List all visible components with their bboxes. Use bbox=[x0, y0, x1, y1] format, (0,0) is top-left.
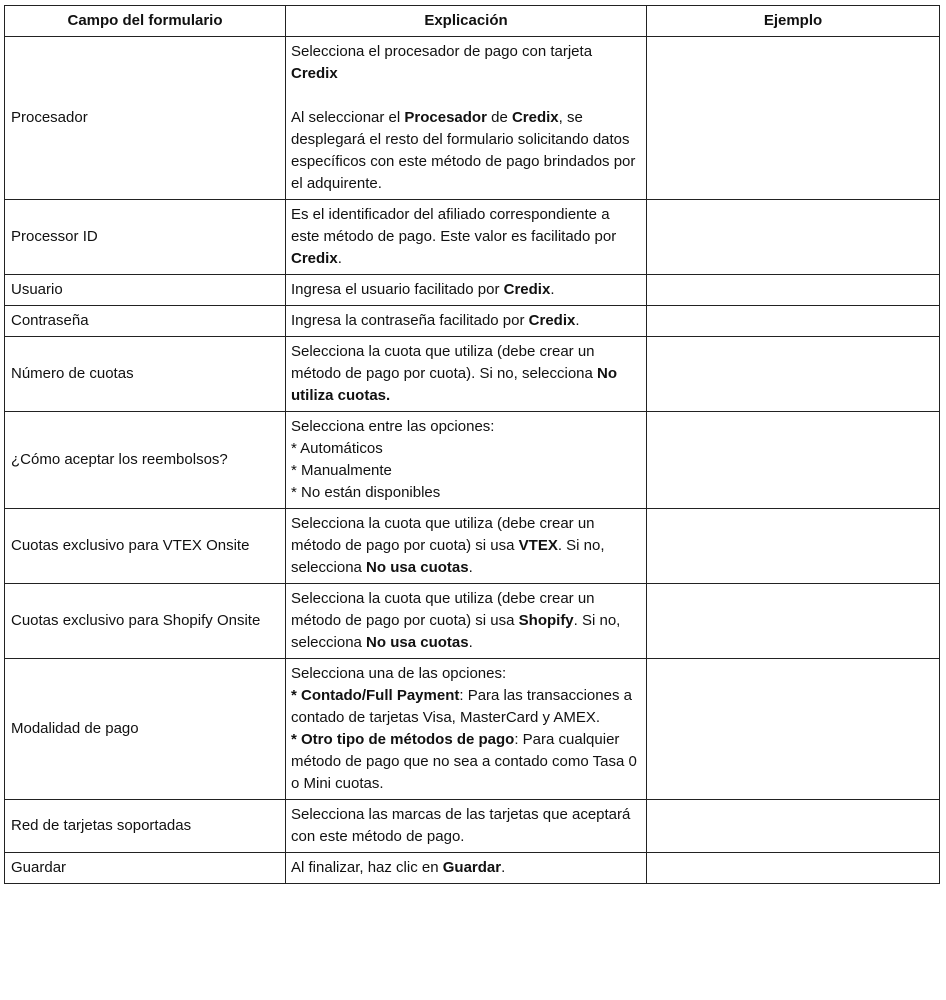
example-cell bbox=[647, 275, 940, 306]
explanation-text: * Automáticos bbox=[291, 440, 383, 457]
table-header-row bbox=[5, 6, 940, 37]
table-row bbox=[5, 853, 940, 884]
field-name-cell: Red de tarjetas soportadas bbox=[5, 800, 286, 853]
explanation-paragraph bbox=[291, 416, 640, 438]
field-name-cell: Cuotas exclusivo para Shopify Onsite bbox=[5, 584, 286, 659]
field-name-cell: Usuario bbox=[5, 275, 286, 306]
explanation-text: * No están disponibles bbox=[291, 484, 441, 501]
explanation-paragraph bbox=[291, 804, 640, 848]
explanation-text: , se desplegará el resto del formulario solicitando datos específicos con este método de pago brindados por el adquirente. bbox=[291, 109, 636, 192]
example-cell bbox=[647, 306, 940, 337]
example-cell bbox=[647, 412, 940, 509]
explanation-paragraph bbox=[291, 438, 640, 460]
explanation-cell bbox=[286, 412, 647, 509]
explanation-text: Es el identificador del afiliado correspondiente a este método de pago. Este valor es facilitado por bbox=[291, 206, 617, 245]
explanation-cell bbox=[286, 275, 647, 306]
explanation-paragraph bbox=[291, 663, 640, 685]
form-fields-table-container bbox=[4, 5, 940, 884]
explanation-paragraph bbox=[291, 588, 640, 654]
field-name-cell: ¿Cómo aceptar los reembolsos? bbox=[5, 412, 286, 509]
header-example: Ejemplo bbox=[647, 6, 940, 37]
table-row bbox=[5, 800, 940, 853]
field-name-cell: Procesador bbox=[5, 37, 286, 200]
explanation-text: Selecciona el procesador de pago con tarjeta bbox=[291, 43, 593, 60]
example-cell bbox=[647, 37, 940, 200]
explanation-cell bbox=[286, 37, 647, 200]
explanation-text: . bbox=[337, 250, 342, 267]
emphasis-text: Credix bbox=[528, 312, 576, 329]
example-cell bbox=[647, 659, 940, 800]
explanation-text: . bbox=[468, 559, 473, 576]
example-cell bbox=[647, 337, 940, 412]
explanation-paragraph bbox=[291, 204, 640, 270]
explanation-cell bbox=[286, 509, 647, 584]
field-name-cell: Número de cuotas bbox=[5, 337, 286, 412]
table-row bbox=[5, 584, 940, 659]
explanation-text: . Si no, selecciona bbox=[291, 537, 605, 576]
explanation-text: Selecciona la cuota que utiliza (debe crear un método de pago por cuota) si usa bbox=[291, 590, 595, 629]
explanation-text: : Para cualquier método de pago que no sea a contado como Tasa 0 o Mini cuotas. bbox=[291, 731, 637, 792]
header-field: Campo del formulario bbox=[5, 6, 286, 37]
explanation-text: . bbox=[550, 281, 555, 298]
emphasis-text: Credix bbox=[291, 65, 338, 82]
emphasis-text: No utiliza cuotas. bbox=[291, 365, 618, 404]
explanation-text: Selecciona una de las opciones: bbox=[291, 665, 507, 682]
explanation-cell bbox=[286, 800, 647, 853]
explanation-text: . bbox=[501, 859, 506, 876]
explanation-text: Selecciona la cuota que utiliza (debe crear un método de pago por cuota). Si no, selecciona bbox=[291, 343, 598, 382]
emphasis-text: * Otro tipo de métodos de pago bbox=[291, 731, 515, 748]
emphasis-text: No usa cuotas bbox=[366, 634, 469, 651]
table-row bbox=[5, 37, 940, 200]
explanation-text: Al finalizar, haz clic en bbox=[291, 859, 443, 876]
field-name-cell: Contraseña bbox=[5, 306, 286, 337]
explanation-paragraph bbox=[291, 341, 640, 407]
explanation-text: Ingresa la contraseña facilitado por bbox=[291, 312, 529, 329]
explanation-text: . bbox=[468, 634, 473, 651]
emphasis-text: VTEX bbox=[518, 537, 558, 554]
explanation-text: . bbox=[575, 312, 580, 329]
explanation-cell bbox=[286, 200, 647, 275]
emphasis-text: Credix bbox=[511, 109, 559, 126]
emphasis-text: Guardar bbox=[442, 859, 502, 876]
table-row bbox=[5, 659, 940, 800]
explanation-text: * Manualmente bbox=[291, 462, 392, 479]
table-row bbox=[5, 306, 940, 337]
explanation-text: Selecciona entre las opciones: bbox=[291, 418, 495, 435]
field-name-cell: Cuotas exclusivo para VTEX Onsite bbox=[5, 509, 286, 584]
table-row bbox=[5, 509, 940, 584]
emphasis-text: * Contado/Full Payment bbox=[291, 687, 460, 704]
table-body bbox=[5, 37, 940, 884]
table-row bbox=[5, 200, 940, 275]
emphasis-text: No usa cuotas bbox=[366, 559, 469, 576]
explanation-paragraph bbox=[291, 460, 640, 482]
header-explanation: Explicación bbox=[286, 6, 647, 37]
table-row bbox=[5, 337, 940, 412]
table-row bbox=[5, 412, 940, 509]
explanation-text: . Si no, selecciona bbox=[291, 612, 621, 651]
form-fields-table bbox=[4, 5, 940, 884]
explanation-cell bbox=[286, 306, 647, 337]
explanation-cell bbox=[286, 853, 647, 884]
example-cell bbox=[647, 584, 940, 659]
explanation-paragraph bbox=[291, 482, 640, 504]
example-cell bbox=[647, 509, 940, 584]
example-cell bbox=[647, 853, 940, 884]
explanation-text: : Para las transacciones a contado de tarjetas Visa, MasterCard y AMEX. bbox=[291, 687, 632, 726]
emphasis-text: Shopify bbox=[518, 612, 574, 629]
explanation-paragraph bbox=[291, 685, 640, 729]
emphasis-text: Procesador bbox=[404, 109, 487, 126]
table-row bbox=[5, 275, 940, 306]
emphasis-text: Credix bbox=[291, 250, 338, 267]
explanation-paragraph bbox=[291, 513, 640, 579]
explanation-text: Selecciona la cuota que utiliza (debe crear un método de pago por cuota) si usa bbox=[291, 515, 595, 554]
field-name-cell: Modalidad de pago bbox=[5, 659, 286, 800]
example-cell bbox=[647, 200, 940, 275]
explanation-paragraph bbox=[291, 310, 640, 332]
explanation-paragraph bbox=[291, 279, 640, 301]
explanation-paragraph bbox=[291, 857, 640, 879]
explanation-cell bbox=[286, 584, 647, 659]
explanation-paragraph bbox=[291, 41, 640, 85]
paragraph-gap bbox=[291, 85, 640, 107]
field-name-cell: Guardar bbox=[5, 853, 286, 884]
explanation-text: de bbox=[486, 109, 512, 126]
field-name-cell: Processor ID bbox=[5, 200, 286, 275]
explanation-paragraph bbox=[291, 729, 640, 795]
explanation-text: Al seleccionar el bbox=[291, 109, 405, 126]
example-cell bbox=[647, 800, 940, 853]
explanation-text: Ingresa el usuario facilitado por bbox=[291, 281, 504, 298]
explanation-text: Selecciona las marcas de las tarjetas que aceptará con este método de pago. bbox=[291, 806, 631, 845]
emphasis-text: Credix bbox=[503, 281, 551, 298]
explanation-cell bbox=[286, 337, 647, 412]
explanation-paragraph bbox=[291, 107, 640, 195]
explanation-cell bbox=[286, 659, 647, 800]
